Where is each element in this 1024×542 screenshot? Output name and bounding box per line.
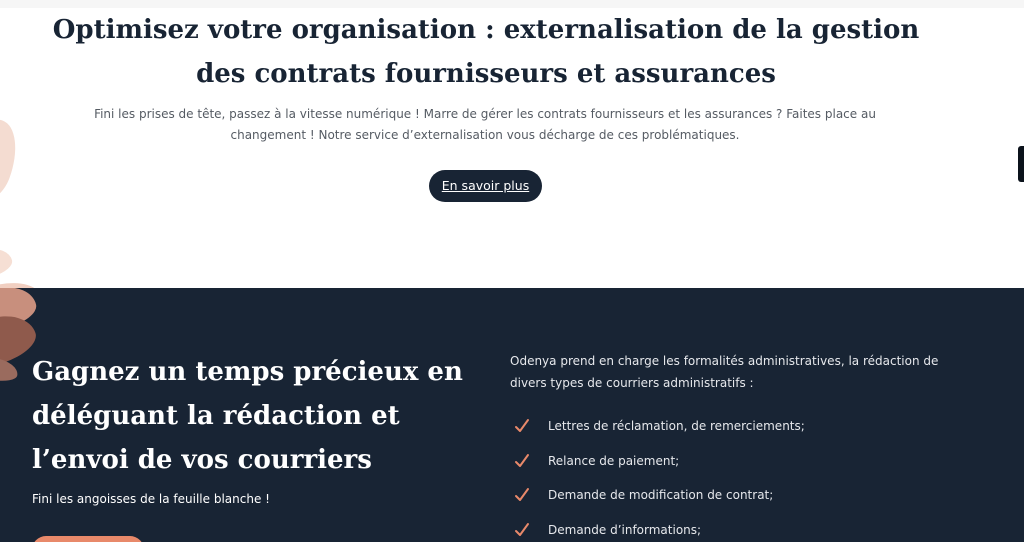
list-item-label: Relance de paiement; [548,453,680,468]
hero-title: Optimisez votre organisation : externalisation de la gestion des contrats fournisseurs et assurances [52,15,920,89]
check-icon [514,487,530,503]
list-item [514,485,805,520]
list-item [514,451,805,486]
list-item [514,520,805,542]
list-item [514,416,805,451]
section-subtitle: Fini les angoisses de la feuille blanche ! [32,492,270,506]
hero-subtitle: Fini les prises de tête, passez à la vitesse numérique ! Marre de gérer les contrats fournisseurs et les assurances ? Faites place au changement ! Notre service d’externalisation vous décharge de ces problématiques. [94,107,876,142]
section-intro: Odenya prend en charge les formalités administratives, la rédaction de divers types de courriers administratifs : [510,354,939,390]
learn-more-button[interactable]: En savoir plus [429,170,542,202]
contact-button[interactable] [32,536,144,542]
check-icon [514,453,530,469]
check-icon [514,522,530,538]
courriers-section [0,288,1024,542]
check-icon [514,418,530,434]
list-item-label: Demande de modification de contrat; [548,488,774,502]
scroll-tab[interactable] [1018,146,1024,182]
list-item-label: Demande d’informations; [548,522,702,537]
section-title: Gagnez un temps précieux en déléguant la rédaction et l’envoi de vos courriers [32,357,463,475]
service-list [514,416,805,542]
list-item-label: Lettres de réclamation, de remerciements; [548,419,805,433]
